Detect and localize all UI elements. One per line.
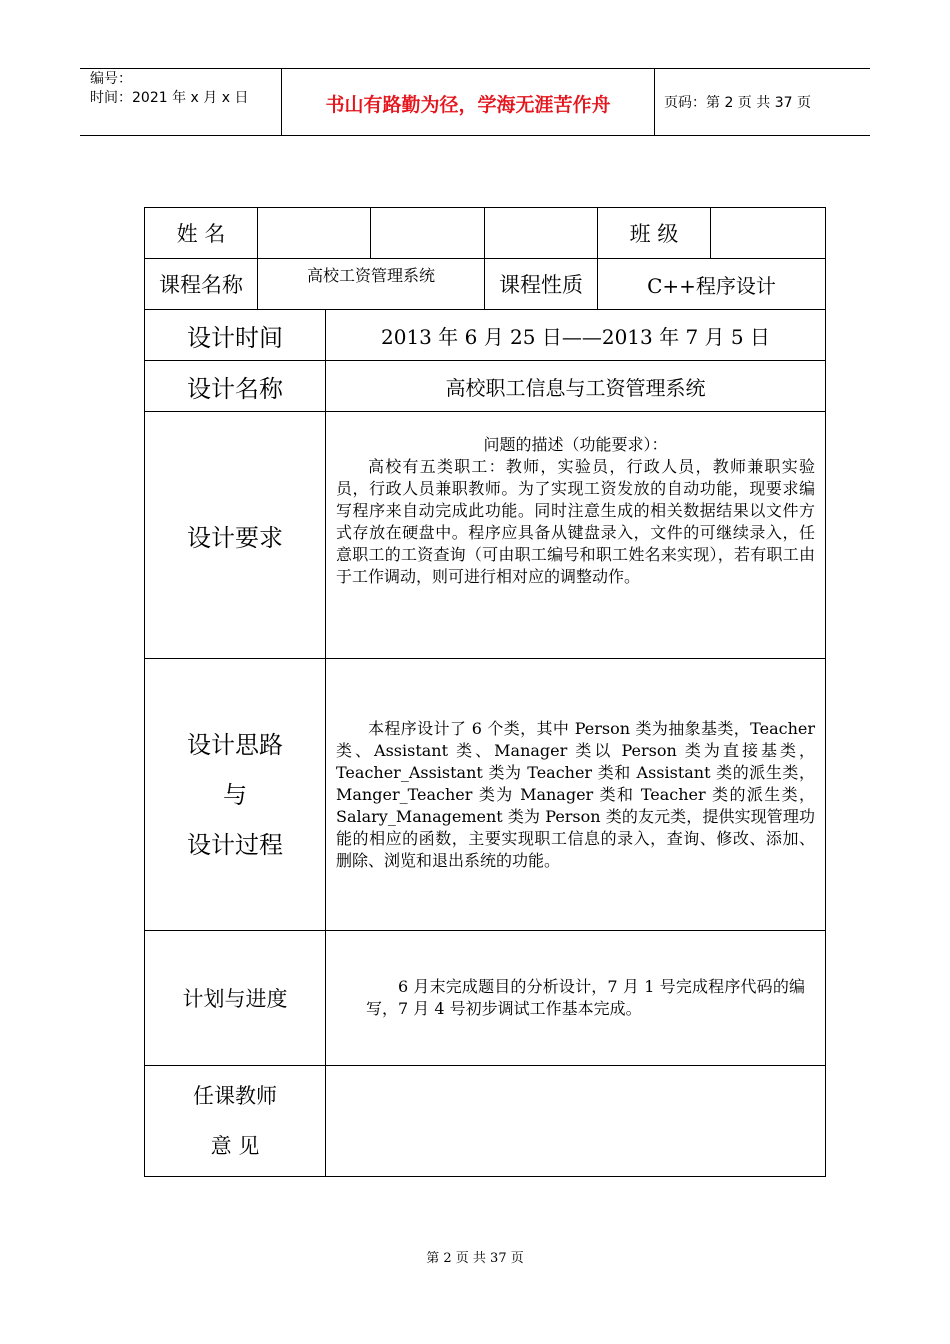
row-design-process (145, 659, 826, 931)
row-name-class (145, 208, 826, 259)
process-text: 本程序设计了 6 个类，其中 Person 类为抽象基类，Teacher 类、Assistant 类、Manager 类以 Person 类为直接基类，Teacher_Assistant 类为 Teacher 类和 Assistant 类的派生类，Manger_Teacher 类为 Manager 类和 Teacher 类的派生类，Salary_Management 类为 Person 类的友元类，提供实现管理功能的相应的函数，主要实现职工信息的录入，查询、修改、添加、删除、浏览和退出系统的功能。 (336, 718, 815, 870)
course-nature-value: C++程序设计 (647, 273, 776, 298)
design-name-label: 设计名称 (187, 374, 283, 403)
page-footer: 第 2 页 共 37 页 (426, 1251, 524, 1266)
plan-label-cell (145, 931, 326, 1066)
row-plan (145, 931, 826, 1066)
requirements-label: 设计要求 (187, 523, 283, 552)
header-number-label: 编号： (90, 71, 132, 87)
teacher-label-cell (145, 1066, 326, 1177)
design-name-label-cell (145, 361, 326, 412)
plan-content-cell (326, 931, 826, 1066)
plan-label: 计划与进度 (182, 987, 288, 1011)
name-value-cell-2[interactable] (371, 208, 485, 259)
header-motto: 书山有路勤为径，学海无涯苦作舟 (325, 94, 611, 116)
design-name-value: 高校职工信息与工资管理系统 (445, 375, 706, 400)
design-time-value: 2013 年 6 月 25 日——2013 年 7 月 5 日 (381, 324, 770, 349)
row-course (145, 259, 826, 310)
course-name-label-cell (145, 259, 258, 310)
header-divider-right (654, 68, 655, 136)
row-design-time (145, 310, 826, 361)
header-page-code: 页码：第 2 页 共 37 页 (664, 95, 811, 111)
header-bottom-rule (80, 135, 870, 136)
class-value-cell[interactable] (711, 208, 826, 259)
design-time-value-cell (326, 310, 826, 361)
course-name-value: 高校工资管理系统 (306, 266, 435, 285)
process-label-1: 设计思路 (187, 730, 283, 759)
course-nature-value-cell (598, 259, 826, 310)
course-name-value-cell (258, 259, 485, 310)
process-label-3: 设计过程 (187, 830, 283, 859)
design-time-label: 设计时间 (187, 323, 283, 352)
row-requirements (145, 412, 826, 659)
name-value-cell-1[interactable] (258, 208, 371, 259)
course-design-form (144, 207, 826, 1177)
class-label: 班 级 (629, 222, 679, 246)
process-label-2: 与 (223, 780, 247, 809)
requirements-label-cell (145, 412, 326, 659)
plan-text: 6 月末完成题目的分析设计，7 月 1 号完成程序代码的编写，7 月 4 号初步调试工作基本完成。 (366, 977, 805, 1018)
process-label-cell (145, 659, 326, 931)
teacher-opinion-cell[interactable] (326, 1066, 826, 1177)
name-label: 姓 名 (176, 222, 226, 246)
course-name-label: 课程名称 (159, 273, 243, 297)
teacher-label-2: 意 见 (210, 1134, 260, 1158)
header-meta (90, 70, 248, 108)
class-label-cell (598, 208, 711, 259)
process-content-cell (326, 659, 826, 931)
name-value-cell-3[interactable] (485, 208, 598, 259)
requirements-text: 高校有五类职工：教师，实验员，行政人员，教师兼职实验员，行政人员兼职教师。为了实现工资发放的自动功能，现要求编写程序来自动完成此功能。同时注意生成的相关数据结果以文件方式存放在硬盘中。程序应具备从键盘录入，文件的可继续录入，任意职工的工资查询（可由职工编号和职工姓名来实现），若有职工由于工作调动，则可进行相对应的调整动作。 (336, 457, 815, 586)
row-teacher-opinion (145, 1066, 826, 1177)
design-time-label-cell (145, 310, 326, 361)
design-name-value-cell (326, 361, 826, 412)
requirements-content-cell (326, 412, 826, 659)
name-label-cell (145, 208, 258, 259)
course-nature-label: 课程性质 (499, 273, 583, 297)
header-time-label: 时间：2021 年 x 月 x 日 (90, 90, 249, 106)
requirements-title: 问题的描述（功能要求）： (483, 435, 668, 454)
teacher-label-1: 任课教师 (193, 1084, 277, 1108)
course-nature-label-cell (485, 259, 598, 310)
row-design-name (145, 361, 826, 412)
header-top-rule (80, 68, 870, 69)
